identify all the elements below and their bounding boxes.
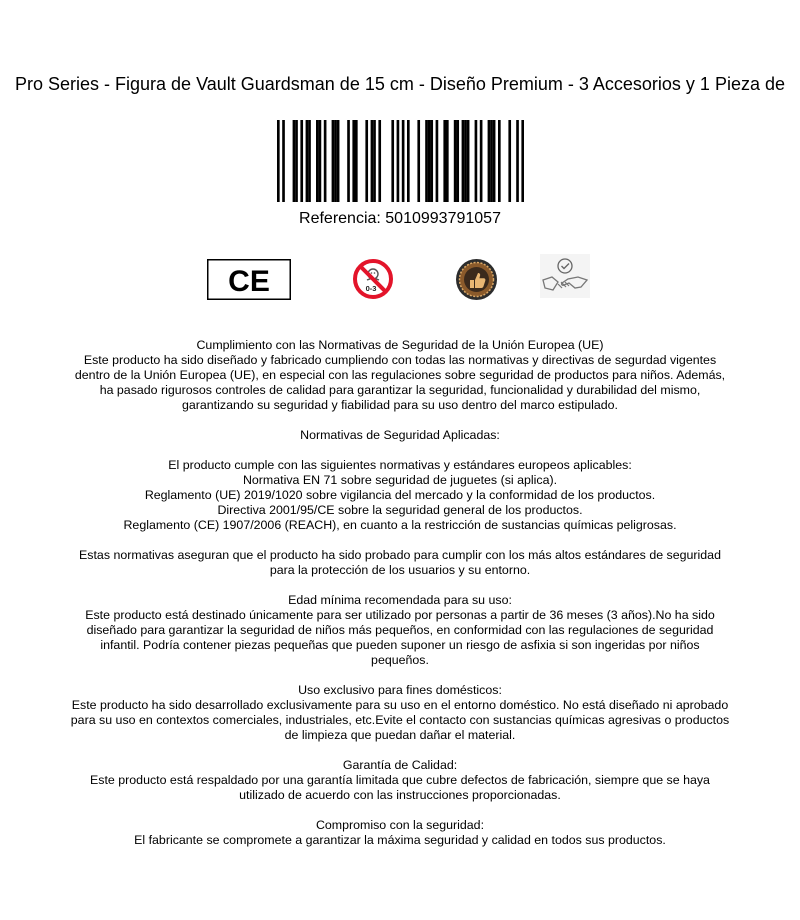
barcode-bar: [319, 120, 322, 202]
barcode-bar: [407, 120, 410, 202]
applied-standards-section: [70, 428, 730, 443]
barcode-bar: [508, 120, 511, 202]
barcode-bar: [462, 120, 465, 202]
barcode-bar: [467, 120, 470, 202]
reference-number: Referencia: 5010993791057: [299, 210, 501, 227]
barcode-bar: [337, 120, 340, 202]
assurance-body: Estas normativas aseguran que el producto ha sido probado para cumplir con los más altos estándares de seguridad para la protección de los usuarios y su entorno.: [79, 548, 721, 577]
barcode-bar: [324, 120, 327, 202]
applied-standards-heading: Normativas de Seguridad Aplicadas:: [300, 428, 500, 442]
standards-intro: El producto cumple con las siguientes normativas y estándares europeos aplicables:: [168, 458, 632, 472]
barcode-bar: [378, 120, 381, 202]
age-range-text: 0-3: [365, 284, 377, 293]
certification-icons: [0, 252, 800, 304]
barcode-bar: [300, 120, 303, 202]
product-title-strip: [0, 72, 800, 98]
minimum-age-heading: Edad mínima recomendada para su uso:: [288, 593, 512, 607]
barcode-bar: [371, 120, 374, 202]
barcode-bar: [475, 120, 478, 202]
safety-information: [70, 338, 730, 863]
barcode-bar: [277, 120, 280, 202]
ce-mark-icon: [207, 259, 291, 300]
warranty-heading: Garantía de Calidad:: [342, 758, 458, 772]
barcode-bar: [391, 120, 394, 202]
barcode-bar: [347, 120, 350, 202]
barcode-bar: [436, 120, 439, 202]
barcode-bar: [332, 120, 335, 202]
domestic-use-body: Este producto ha sido desarrollado exclusivamente para su uso en el entorno doméstico. No está diseñado ni aprobado para su uso en contextos comerciales, industriales, etc.Evite el contacto con sustancias químicas agresivas o productos de limpieza que puedan dañar el material.: [70, 698, 730, 742]
standards-list-section: [70, 458, 730, 533]
warranty-section: [70, 758, 730, 803]
commitment-section: [70, 818, 730, 848]
barcode-bar: [443, 120, 446, 202]
barcode-bar: [316, 120, 319, 202]
eu-compliance-body: Este producto ha sido diseñado y fabricado cumpliendo con todas las normativas y directivas de segurdad vigentes dentro de la Unión Europea (UE), en especial con las regulaciones sobre seguridad de productos para niños. Además, ha pasado rigurosos controles de calidad para garantizar la seguridad, funcionalidad y durabilidad del mismo, garantizando su seguridad y fiabilidad para su uso dentro del marco estipulado.: [74, 353, 726, 412]
warranty-body: Este producto está respaldado por una garantía limitada que cubre defectos de fabricación, siempre que se haya utilizado de acuerdo con las instrucciones proporcionadas.: [90, 773, 710, 802]
barcode-bar: [464, 120, 467, 202]
ce-mark-text: CE: [228, 265, 270, 298]
barcode-bar: [428, 120, 431, 202]
barcode-bar: [521, 120, 524, 202]
standard-item: Directiva 2001/95/CE sobre la seguridad general de los productos.: [217, 503, 583, 517]
eu-compliance-heading: Cumplimiento con las Normativas de Seguridad de la Unión Europea (UE): [196, 338, 604, 352]
barcode-bar: [397, 120, 400, 202]
barcode-bar: [417, 120, 420, 202]
standard-item: Reglamento (CE) 1907/2006 (REACH), en cuanto a la restricción de sustancias químicas peligrosas.: [123, 518, 677, 532]
barcode-bar: [490, 120, 493, 202]
eu-compliance-section: [70, 338, 730, 413]
minimum-age-section: [70, 593, 730, 668]
barcode-bar: [402, 120, 405, 202]
barcode-bar: [308, 120, 311, 202]
domestic-use-section: [70, 683, 730, 743]
barcode-bar: [516, 120, 519, 202]
minimum-age-body: Este producto está destinado únicamente para ser utilizado por personas a partir de 36 meses (3 años).No ha sido diseñado para garantizar la seguridad de niños más pequeños, en conformidad con las regulaciones de seguridad infantil. Podría contener piezas pequeñas que pueden suponer un riesgo de asfixia si son ingeridas por niños pequeños.: [85, 608, 715, 667]
quality-seal-icon: [455, 258, 498, 301]
barcode-bar: [425, 120, 428, 202]
barcode-bar: [365, 120, 368, 202]
commitment-body: El fabricante se compromete a garantizar la máxima seguridad y calidad en todos sus productos.: [134, 833, 666, 847]
barcode-bar: [306, 120, 309, 202]
barcode-bar: [373, 120, 376, 202]
barcode-bar: [293, 120, 296, 202]
barcode-bar: [456, 120, 459, 202]
barcode-bar: [480, 120, 483, 202]
standard-item: Reglamento (UE) 2019/1020 sobre vigilancia del mercado y la conformidad de los productos.: [144, 488, 656, 502]
barcode-bar: [282, 120, 285, 202]
barcode-bar: [430, 120, 433, 202]
barcode-bar: [488, 120, 491, 202]
handshake-check-icon: [540, 254, 590, 298]
barcode-bar: [355, 120, 358, 202]
barcode-bar: [493, 120, 496, 202]
barcode-bar: [454, 120, 457, 202]
not-suitable-0-3-icon: [352, 258, 394, 300]
commitment-heading: Compromiso con la seguridad:: [315, 818, 485, 832]
barcode-bar: [446, 120, 449, 202]
barcode-bar: [334, 120, 337, 202]
barcode-bar: [352, 120, 355, 202]
assurance-section: [70, 548, 730, 578]
standard-item: Normativa EN 71 sobre seguridad de juguetes (si aplica).: [242, 473, 558, 487]
barcode-graphic: [277, 120, 524, 202]
product-title: Pro Series - Figura de Vault Guardsman de 15 cm - Diseño Premium - 3 Accesorios y 1 Pieza de: [15, 74, 785, 94]
barcode-bar: [498, 120, 501, 202]
domestic-use-heading: Uso exclusivo para fines domésticos:: [298, 683, 502, 697]
barcode-bar: [295, 120, 298, 202]
